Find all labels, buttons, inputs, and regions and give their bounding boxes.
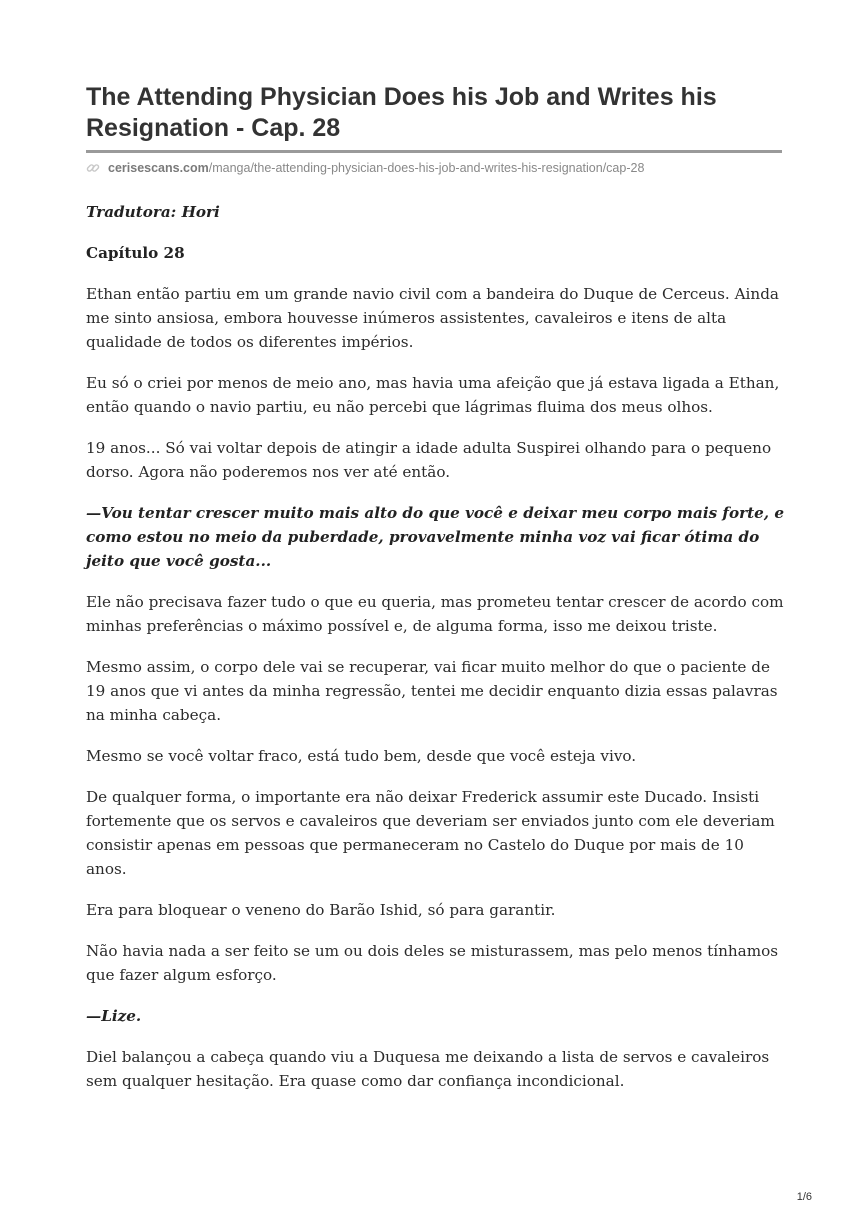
paragraph: Mesmo se você voltar fraco, está tudo bem, desde que você esteja vivo. [86,747,637,765]
translator-credit: Tradutora: Hori [86,203,220,221]
link-icon [86,161,100,175]
paragraph: Diel balançou a cabeça quando viu a Duquesa me deixando a lista de servos e cavaleiros sem qualquer hesitação. Era quase como dar confiança incondicional. [86,1048,770,1090]
paragraph: Era para bloquear o veneno do Barão Ishid, só para garantir. [86,901,556,919]
paragraph: Ethan então partiu em um grande navio civil com a bandeira do Duque de Cerceus. Ainda me sinto ansiosa, embora houvesse inúmeros assistentes, cavaleiros e itens de alta qualidade de todos os diferentes impérios. [86,285,779,351]
dialogue-paragraph: —Lize. [86,1007,142,1025]
source-url[interactable] [86,160,644,176]
source-path[interactable]: /manga/the-attending-physician-does-his-job-and-writes-his-resignation/cap-28 [208,161,645,175]
dialogue-paragraph: —Vou tentar crescer muito mais alto do que você e deixar meu corpo mais forte, e como estou no meio da puberdade, provavelmente minha voz vai ficar ótima do jeito que você gosta... [86,504,785,570]
page-title: The Attending Physician Does his Job and Writes his Resignation - Cap. 28 [86,83,717,142]
article-body [86,200,786,1110]
paragraph: Mesmo assim, o corpo dele vai se recuperar, vai ficar muito melhor do que o paciente de 19 anos que vi antes da minha regressão, tentei me decidir enquanto dizia essas palavras na minha cabeça. [86,658,778,724]
paragraph: Não havia nada a ser feito se um ou dois deles se misturassem, mas pelo menos tínhamos que fazer algum esforço. [86,942,779,984]
page-number: 1/6 [796,1191,812,1203]
chapter-heading: Capítulo 28 [86,244,185,262]
paragraph: Eu só o criei por menos de meio ano, mas havia uma afeição que já estava ligada a Ethan, então quando o navio partiu, eu não percebi que lágrimas fluima dos meus olhos. [86,374,780,416]
paragraph: Ele não precisava fazer tudo o que eu queria, mas prometeu tentar crescer de acordo com minhas preferências o máximo possível e, de alguma forma, isso me deixou triste. [86,593,784,635]
paragraph: 19 anos... Só vai voltar depois de atingir a idade adulta Suspirei olhando para o pequeno dorso. Agora não poderemos nos ver até então. [86,439,772,481]
title-divider [86,150,782,153]
source-domain[interactable]: cerisescans.com [108,161,209,175]
paragraph: De qualquer forma, o importante era não deixar Frederick assumir este Ducado. Insisti fortemente que os servos e cavaleiros que deveriam ser enviados junto com ele deveriam consistir apenas em pessoas que permaneceram no Castelo do Duque por mais de 10 anos. [86,788,775,878]
